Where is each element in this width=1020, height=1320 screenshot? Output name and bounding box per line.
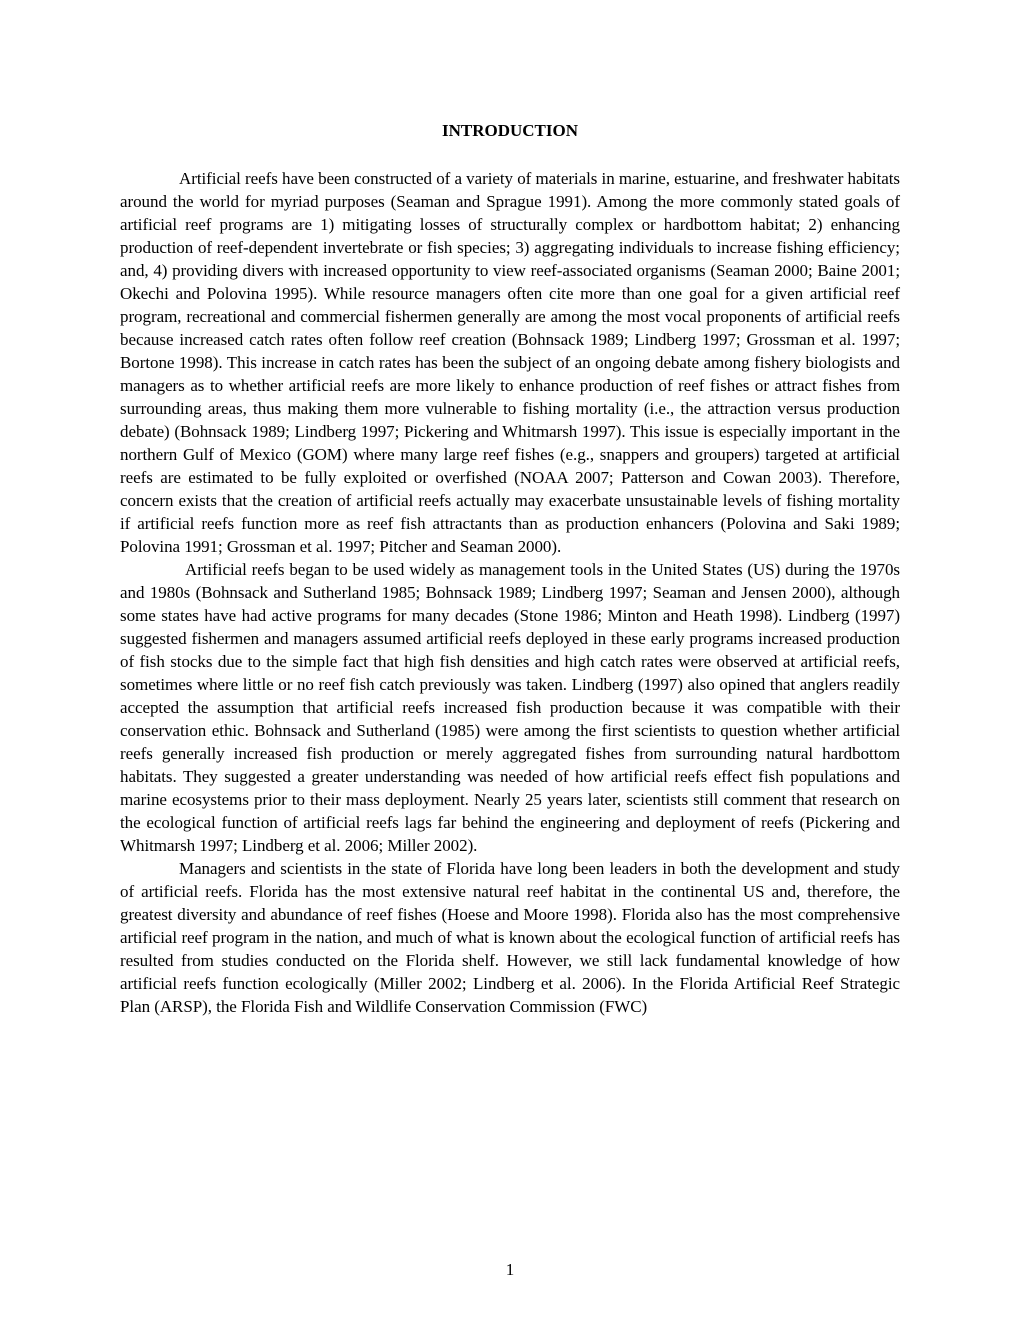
- document-page: [120, 0, 900, 1320]
- section-heading: INTRODUCTION: [441, 121, 579, 140]
- paragraph-3: Managers and scientists in the state of Florida have long been leaders in both the development and study of artificial reefs. Florida has the most extensive natural reef habitat in the continental US and, therefore, the greatest diversity and abundance of reef fishes (Hoese and Moore 1998). Florida also has the most comprehensive artificial reef program in the nation, and much of what is known about the ecological function of artificial reefs has resulted from studies conducted on the Florida shelf. However, we still lack fundamental knowledge of how artificial reefs function ecologically (Miller 2002; Lindberg et al. 2006). In the Florida Artificial Reef Strategic Plan (ARSP), the Florida Fish and Wildlife Conservation Commission (FWC): [120, 859, 900, 1016]
- body-text: [120, 167, 900, 1018]
- paragraph-2: Artificial reefs began to be used widely as management tools in the United States (US) during the 1970s and 1980s (Bohnsack and Sutherland 1985; Bohnsack 1989; Lindberg 1997; Seaman and Jensen 2000), although some states have had active programs for many decades (Stone 1986; Minton and Heath 1998). Lindberg (1997) suggested fishermen and managers assumed artificial reefs deployed in these early programs increased production of fish stocks due to the simple fact that high fish densities and high catch rates were observed at artificial reefs, sometimes where little or no reef fish catch previously was taken. Lindberg (1997) also opined that anglers readily accepted the assumption that artificial reefs increased fish production because it was compatible with their conservation ethic. Bohnsack and Sutherland (1985) were among the first scientists to question whether artificial reefs generally increased fish production or merely aggregated fishes from surrounding natural hardbottom habitats. They suggested a greater understanding was needed of how artificial reefs effect fish populations and marine ecosystems prior to their mass deployment. Nearly 25 years later, scientists still comment that research on the ecological function of artificial reefs lags far behind the engineering and deployment of reefs (Pickering and Whitmarsh 1997; Lindberg et al. 2006; Miller 2002).: [120, 560, 900, 855]
- page-number: 1: [505, 1260, 515, 1279]
- paragraph-1: Artificial reefs have been constructed of a variety of materials in marine, estuarine, and freshwater habitats around the world for myriad purposes (Seaman and Sprague 1991). Among the more commonly stated goals of artificial reef programs are 1) mitigating losses of structurally complex or hardbottom habitat; 2) enhancing production of reef-dependent invertebrate or fish species; 3) aggregating individuals to increase fishing efficiency; and, 4) providing divers with increased opportunity to view reef-associated organisms (Seaman 2000; Baine 2001; Okechi and Polovina 1995). While resource managers often cite more than one goal for a given artificial reef program, recreational and commercial fishermen generally are among the most vocal proponents of artificial reefs because increased catch rates often follow reef creation (Bohnsack 1989; Lindberg 1997; Grossman et al. 1997; Bortone 1998). This increase in catch rates has been the subject of an ongoing debate among fishery biologists and managers as to whether artificial reefs are more likely to enhance production of reef fishes or attract fishes from surrounding areas, thus making them more vulnerable to fishing mortality (i.e., the attraction versus production debate) (Bohnsack 1989; Lindberg 1997; Pickering and Whitmarsh 1997). This issue is especially important in the northern Gulf of Mexico (GOM) where many large reef fishes (e.g., snappers and groupers) targeted at artificial reefs are estimated to be fully exploited or overfished (NOAA 2007; Patterson and Cowan 2003). Therefore, concern exists that the creation of artificial reefs actually may exacerbate unsustainable levels of fishing mortality if artificial reefs function more as reef fish attractants than as production enhancers (Polovina and Saki 1989; Polovina 1991; Grossman et al. 1997; Pitcher and Seaman 2000).: [120, 169, 900, 556]
